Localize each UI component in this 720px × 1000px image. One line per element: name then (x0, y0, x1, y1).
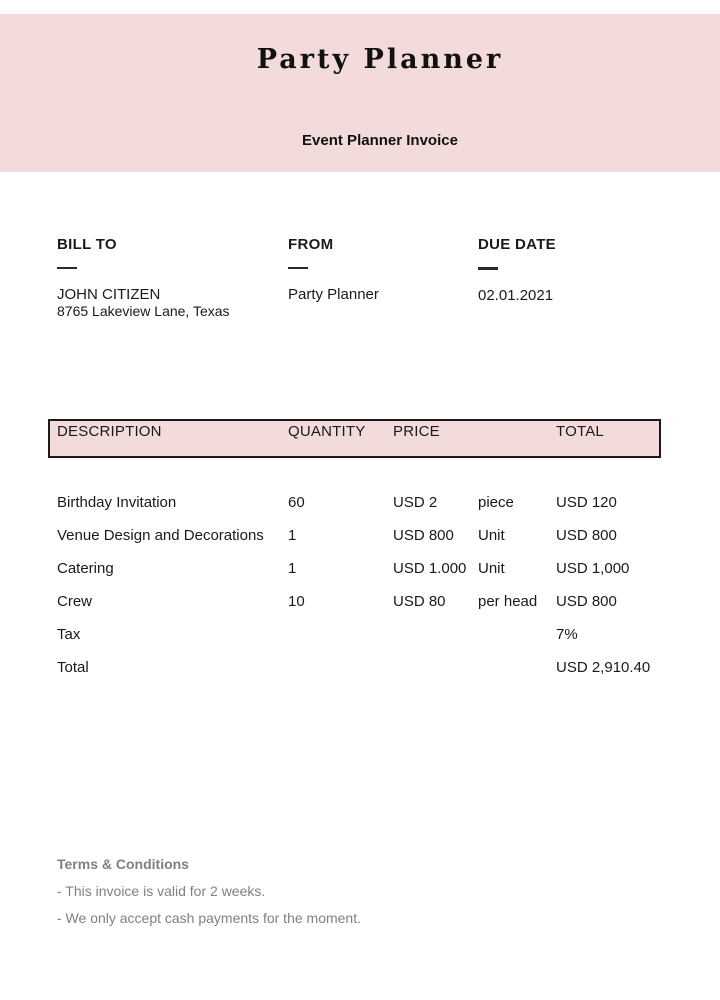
row-description: Venue Design and Decorations (57, 527, 264, 544)
brand-title: Party Planner (256, 44, 504, 75)
due-date-value: 02.01.2021 (478, 287, 554, 304)
terms-section (57, 856, 361, 926)
row-description: Crew (57, 593, 93, 610)
row-quantity: 60 (288, 494, 305, 511)
row-total: USD 800 (556, 527, 617, 544)
from-value: Party Planner (288, 286, 379, 303)
row-total: USD 1,000 (556, 560, 630, 577)
invoice-subtitle: Event Planner Invoice (302, 132, 458, 149)
from-label: FROM (288, 236, 334, 253)
row-total: USD 120 (556, 494, 617, 511)
terms-item: - We only accept cash payments for the moment. (57, 910, 361, 926)
header-band (0, 14, 720, 172)
table-row (0, 527, 720, 547)
row-description: Tax (57, 626, 81, 643)
row-description: Total (57, 659, 89, 676)
due-date-label: DUE DATE (478, 236, 556, 253)
from-divider (288, 267, 308, 269)
table-row (0, 560, 720, 580)
row-price: USD 1.000 (393, 560, 467, 577)
row-quantity: 10 (288, 593, 305, 610)
table-row-tax (0, 626, 720, 646)
row-price: USD 80 (393, 593, 446, 610)
bill-to-section (57, 236, 230, 319)
column-header-price: PRICE (393, 423, 440, 440)
row-unit: piece (478, 494, 514, 511)
bill-to-divider (57, 267, 77, 269)
bill-to-address: 8765 Lakeview Lane, Texas (57, 303, 230, 319)
column-header-description: DESCRIPTION (57, 423, 162, 440)
table-row-grand-total (0, 659, 720, 679)
row-description: Catering (57, 560, 114, 577)
row-unit: Unit (478, 527, 505, 544)
row-total: USD 2,910.40 (556, 659, 651, 676)
from-section (288, 236, 379, 303)
terms-title: Terms & Conditions (57, 856, 189, 872)
row-quantity: 1 (288, 527, 297, 544)
due-date-section (478, 236, 556, 304)
row-unit: per head (478, 593, 538, 610)
row-unit: Unit (478, 560, 505, 577)
table-header-row (48, 419, 661, 458)
row-total: 7% (556, 626, 578, 643)
bill-to-name: JOHN CITIZEN (57, 286, 161, 303)
table-row (0, 593, 720, 613)
table-row (0, 494, 720, 514)
due-date-divider (478, 267, 498, 270)
terms-item: - This invoice is valid for 2 weeks. (57, 883, 266, 899)
row-description: Birthday Invitation (57, 494, 177, 511)
row-price: USD 800 (393, 527, 454, 544)
column-header-total: TOTAL (556, 423, 604, 440)
row-price: USD 2 (393, 494, 438, 511)
row-total: USD 800 (556, 593, 617, 610)
bill-to-label: BILL TO (57, 236, 117, 253)
column-header-quantity: QUANTITY (288, 423, 366, 440)
row-quantity: 1 (288, 560, 297, 577)
